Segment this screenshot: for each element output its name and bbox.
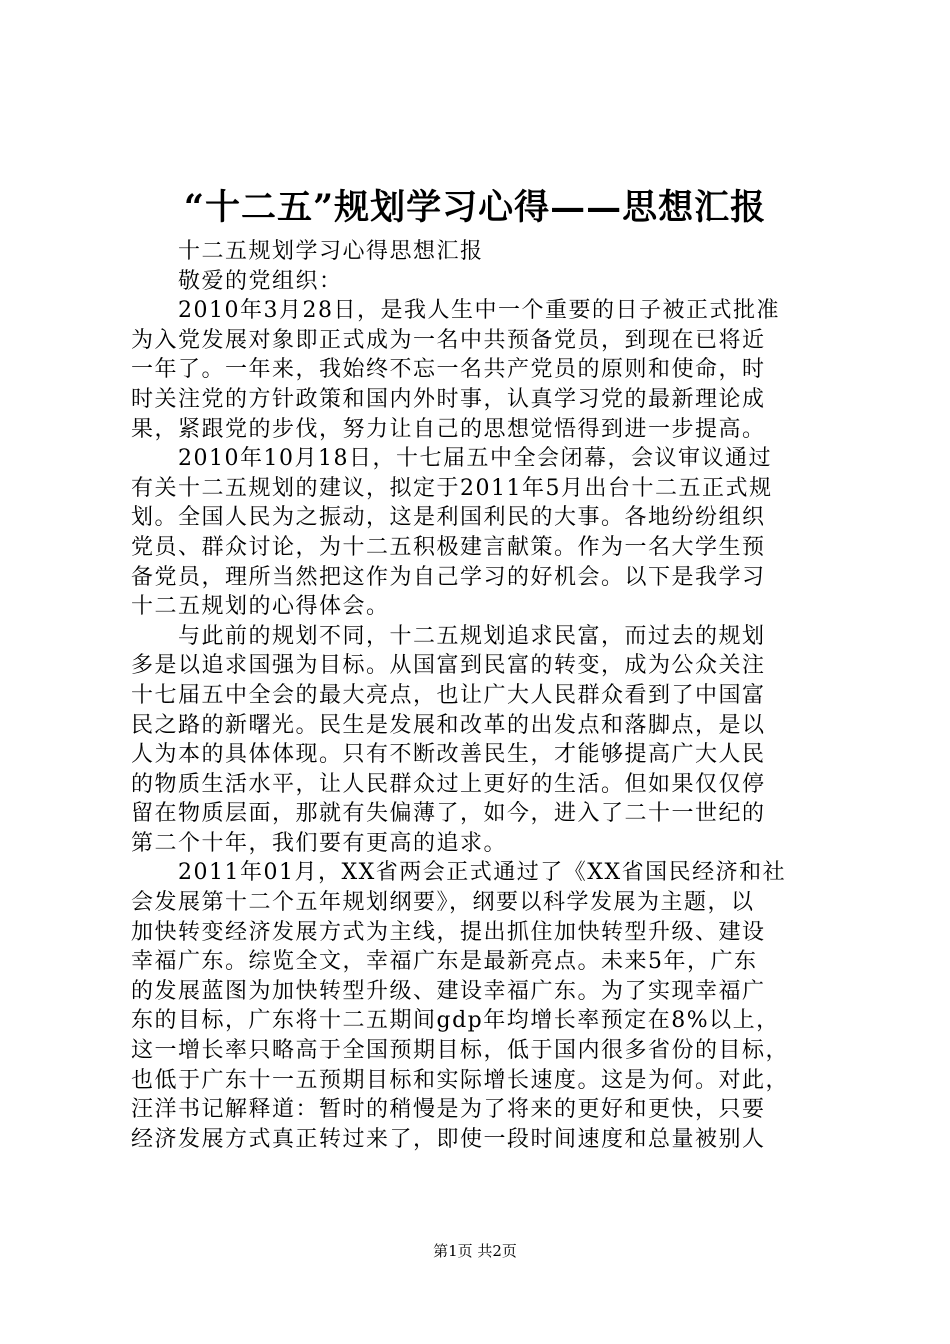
body-line: 与此前的规划不同，十二五规划追求民富，而过去的规划 — [131, 623, 766, 649]
body-line: 十七届五中全会的最大亮点，也让广大人民群众看到了中国富 — [131, 682, 766, 708]
body-line: 敬爱的党组织： — [131, 268, 343, 294]
body-line: 为入党发展对象即正式成为一名中共预备党员，到现在已将近 — [131, 327, 766, 353]
body-line: 也低于广东十一五预期目标和实际增长速度。这是为何。对此， — [131, 1067, 790, 1093]
document-title: “十二五”规划学习心得——思想汇报 — [183, 187, 767, 228]
body-line: 党员、群众讨论，为十二五积极建言献策。作为一名大学生预 — [131, 534, 766, 560]
body-line: 有关十二五规划的建议，拟定于2011年5月出台十二五正式规 — [131, 475, 773, 501]
body-line: 东的目标，广东将十二五期间gdp年均增长率预定在8%以上， — [131, 1008, 780, 1034]
body-line: 2010年3月28日，是我人生中一个重要的日子被正式批准 — [131, 298, 780, 324]
body-line: 汪洋书记解释道：暂时的稍慢是为了将来的更好和更快，只要 — [131, 1097, 766, 1123]
body-line: 十二五规划的心得体会。 — [131, 594, 390, 620]
body-line: 多是以追求国强为目标。从国富到民富的转变，成为公众关注 — [131, 653, 766, 679]
body-line: 2010年10月18日，十七届五中全会闭幕，会议审议通过 — [131, 446, 772, 472]
body-line: 民之路的新曙光。民生是发展和改革的出发点和落脚点，是以 — [131, 712, 766, 738]
body-line: 划。全国人民为之振动，这是利国利民的大事。各地纷纷组织 — [131, 505, 766, 531]
body-line: 备党员，理所当然把这作为自己学习的好机会。以下是我学习 — [131, 564, 766, 590]
body-line: 的发展蓝图为加快转型升级、建设幸福广东。为了实现幸福广 — [131, 978, 766, 1004]
body-line: 经济发展方式真正转过来了，即使一段时间速度和总量被别人 — [131, 1126, 766, 1152]
body-line: 果，紧跟党的步伐，努力让自己的思想觉悟得到进一步提高。 — [131, 416, 766, 442]
body-line: 留在物质层面，那就有失偏薄了，如今，进入了二十一世纪的 — [131, 801, 766, 827]
body-line: 的物质生活水平，让人民群众过上更好的生活。但如果仅仅停 — [131, 771, 766, 797]
body-line: 2011年01月，XX省两会正式通过了《XX省国民经济和社 — [131, 860, 787, 886]
body-line: 这一增长率只略高于全国预期目标，低于国内很多省份的目标， — [131, 1038, 790, 1064]
body-line: 时关注党的方针政策和国内外时事，认真学习党的最新理论成 — [131, 386, 766, 412]
body-line: 加快转变经济发展方式为主线，提出抓住加快转型升级、建设 — [131, 919, 766, 945]
page-footer: 第1页 共2页 — [433, 1242, 517, 1260]
body-line: 十二五规划学习心得思想汇报 — [131, 239, 484, 264]
body-line: 人为本的具体体现。只有不断改善民生，才能够提高广大人民 — [131, 742, 766, 768]
body-line: 会发展第十二个五年规划纲要》，纲要以科学发展为主题，以 — [131, 890, 755, 916]
body-line: 幸福广东。综览全文，幸福广东是最新亮点。未来5年，广东 — [131, 949, 758, 975]
body-line: 第二个十年，我们要有更高的追求。 — [131, 830, 508, 856]
document-body — [131, 237, 831, 1154]
body-line: 一年了。一年来，我始终不忘一名共产党员的原则和使命，时 — [131, 357, 766, 383]
